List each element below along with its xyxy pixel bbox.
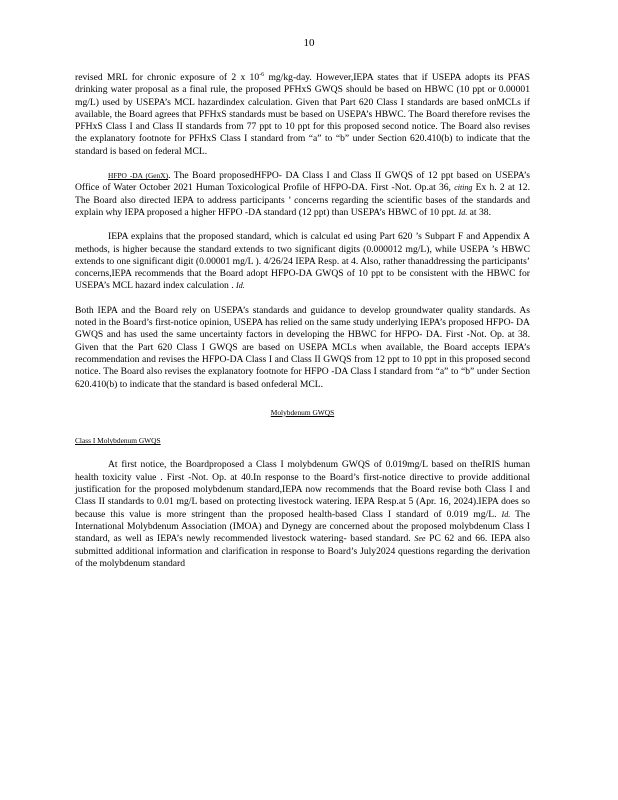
see-signal: See bbox=[414, 534, 426, 544]
paragraph-pfhxs bbox=[75, 72, 530, 158]
paragraph-hfpo-da bbox=[75, 170, 530, 219]
section-heading bbox=[75, 407, 530, 419]
paragraph-hfpo-da-text-a: . The Board proposedHFPO- DA Class I and Class II GWQS of 12 ppt based on USEPA’s Office of Water October 2021 Human Toxicological Profile of HFPO-DA. First -Not. Op.at 36, bbox=[75, 170, 530, 194]
subsection-heading-text: Class I Molybdenum GWQS bbox=[75, 436, 161, 446]
subsection-heading bbox=[75, 435, 530, 447]
id-citation: Id. bbox=[458, 207, 468, 217]
page-number: 10 bbox=[303, 37, 315, 49]
paragraph-molybdenum-text-b: The International Molybdenum Association (IMOA) and Dynegy are concerned about the proposed molybdenum Class I standard, as well as IEPA’s newly recommended livestock watering- based standard. bbox=[75, 508, 530, 545]
exponent: -6 bbox=[259, 71, 265, 78]
paragraph-pfhxs-text-b: mg/kg-day. However,IEPA states that if USEPA adopts its PFAS drinking water proposal as a final rule, the proposed PFHxS GWQS should be based on HBWC (10 ppt or 0.00001 mg/L) used by USEPA’s MCL hazardindex calculation. Given that Part 620 Class I standards are based onMCLs if available, the Board agrees that PFHxS standards must be based on USEPA’s HBWC. The Board therefore revises the PFHxS Class I and Class II standards from 77 ppt to 10 ppt for this proposed second notice. The Board also revises the explanatory footnote for PFHxS Class I standard from “a” to “b” under Section 620.410(b) to indicate that the standard is based on federal MCL. bbox=[75, 72, 530, 157]
paragraph-both-iepa-text: Both IEPA and the Board rely on USEPA’s standards and guidance to develop groundwater quality standards. As noted in the Board’s first-notice opinion, USEPA has relied on the same study underlying IEPA’s proposed HFPO- DA GWQS and has used the same uncertainty factors in developing the HBWC for HFPO- DA. First -Not. Op. at 38. Given that the Part 620 Class I GWQS are based on USEPA MCLs when available, the Board accepts IEPA’s recommendation and revises the HFPO-DA Class I and Class II GWQS from 12 ppt to 10 ppt in this proposed second notice. The Board also revises the explanatory footnote for HFPO -DA Class I standard from “a” to “b” under Section 620.410(b) to indicate that the standard is based onfederal MCL. bbox=[75, 304, 530, 390]
id-citation: Id. bbox=[236, 281, 245, 291]
id-citation: Id. bbox=[501, 509, 511, 519]
paragraph-molybdenum bbox=[75, 459, 530, 570]
paragraph-pfhxs-text-a: revised MRL for chronic exposure of 2 x 10 bbox=[75, 72, 260, 83]
citing-signal: citing bbox=[454, 183, 473, 193]
section-heading-text: Molybdenum GWQS bbox=[270, 407, 335, 417]
paragraph-molybdenum-text-a: At first notice, the Boardproposed a Class I molybdenum GWQS of 0.019mg/L based on theIRIS human health toxicity value . First -Not. Op. at 40.In response to the Board’s first-notice directive to provide additional justification for the proposed molybdenum standard,IEPA now recommends that the Board revise both Class I and Class II standards to 0.01 mg/L based on protecting livestock watering. IEPA Resp.at 5 (Apr. 16, 2024).IEPA does so because this value is more stringent than the proposed health-based Class I standard of 0.019 mg/L. bbox=[75, 459, 530, 520]
document-body bbox=[75, 72, 530, 570]
hfpo-da-heading: HFPO -DA (GenX) bbox=[108, 171, 169, 181]
paragraph-iepa-explains bbox=[75, 231, 530, 292]
paragraph-molybdenum-text-c: PC 62 and 66. IEPA also submitted additional information and clarification in response to Board’s July2024 questions regarding the derivation of the molybdenum standard bbox=[75, 533, 530, 569]
paragraph-hfpo-da-text-c: at 38. bbox=[467, 206, 491, 218]
paragraph-iepa-explains-text: IEPA explains that the proposed standard, which is calculat ed using Part 620 ’s Subpart F and Appendix A methods, is higher because the standard extends to two significant digits (0.000012 mg/L), while USEPA ’s HBWC extends to one significant digit (0.00001 mg/L ). 4/26/24 IEPA Resp. at 4. Also, rather thanaddressing the participants’ concerns,IEPA recommends that the Board adopt HFPO-DA GWQS of 10 ppt to be consistent with the HBWC for USEPA’s MCL hazard index calculation . bbox=[75, 231, 530, 292]
paragraph-hfpo-da-text-b: Ex h. 2 at 12. The Board also directed IEPA to address participants ’ concerns regarding the scientific bases of the standards and explain why IEPA proposed a higher HFPO -DA standard (12 ppt) than USEPA’s HBWC of 10 ppt. bbox=[75, 182, 531, 218]
paragraph-both-iepa bbox=[75, 305, 530, 391]
